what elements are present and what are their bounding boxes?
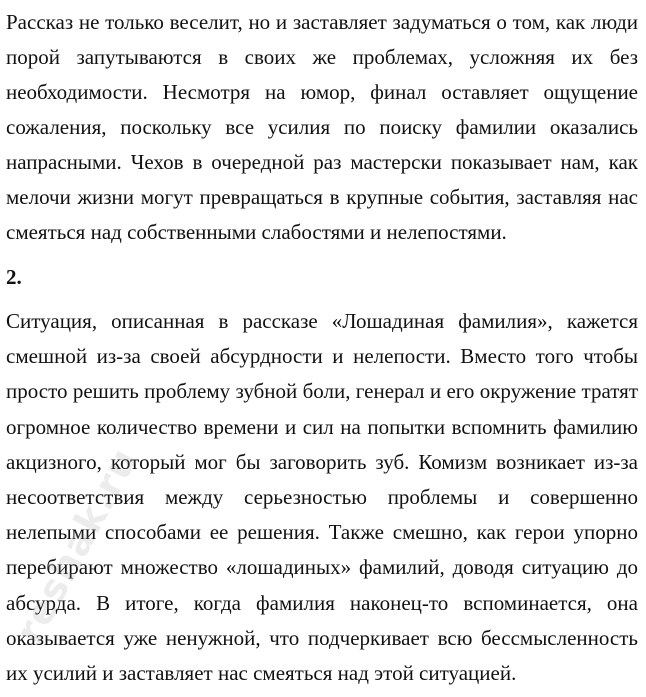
watermark: reshak.ru (6, 440, 147, 651)
section-number-2: 2. (6, 265, 22, 289)
paragraph-1: Рассказ не только веселит, но и заставляет задуматься о том, как люди порой запутываются в своих же проблемах, усложняя их без необходимости. Несмотря на юмор, финал оставляет ощущение сожаления, поскольку все усилия по поиску фамилии оказались напрасными. Чехов в очередной раз мастерски показывает нам, как мелочи жизни могут превращаться в крупные события, заставляя нас смеяться над собственными слабостями и нелепостями. (6, 10, 638, 244)
document-page (6, 0, 638, 691)
paragraph-2: Ситуация, описанная в рассказе «Лошадиная фамилия», кажется смешной из-за своей абсурдности и нелепости. Вместо того чтобы просто решить проблему зубной боли, генерал и его окружение тратят огромное количество времени и сил на попытки вспомнить фамилию акцизного, который мог бы заговорить зуб. Комизм возникает из-за несоответствия между серьезностью проблемы и совершенно нелепыми способами ее решения. Также смешно, как герои упорно перебирают множество «лошадиных» фамилий, доводя ситуацию до абсурда. В итоге, когда фамилия наконец-то вспоминается, она оказывается уже ненужной, что подчеркивает всю бессмысленность их усилий и заставляет нас смеяться над этой ситуацией. (6, 309, 638, 686)
